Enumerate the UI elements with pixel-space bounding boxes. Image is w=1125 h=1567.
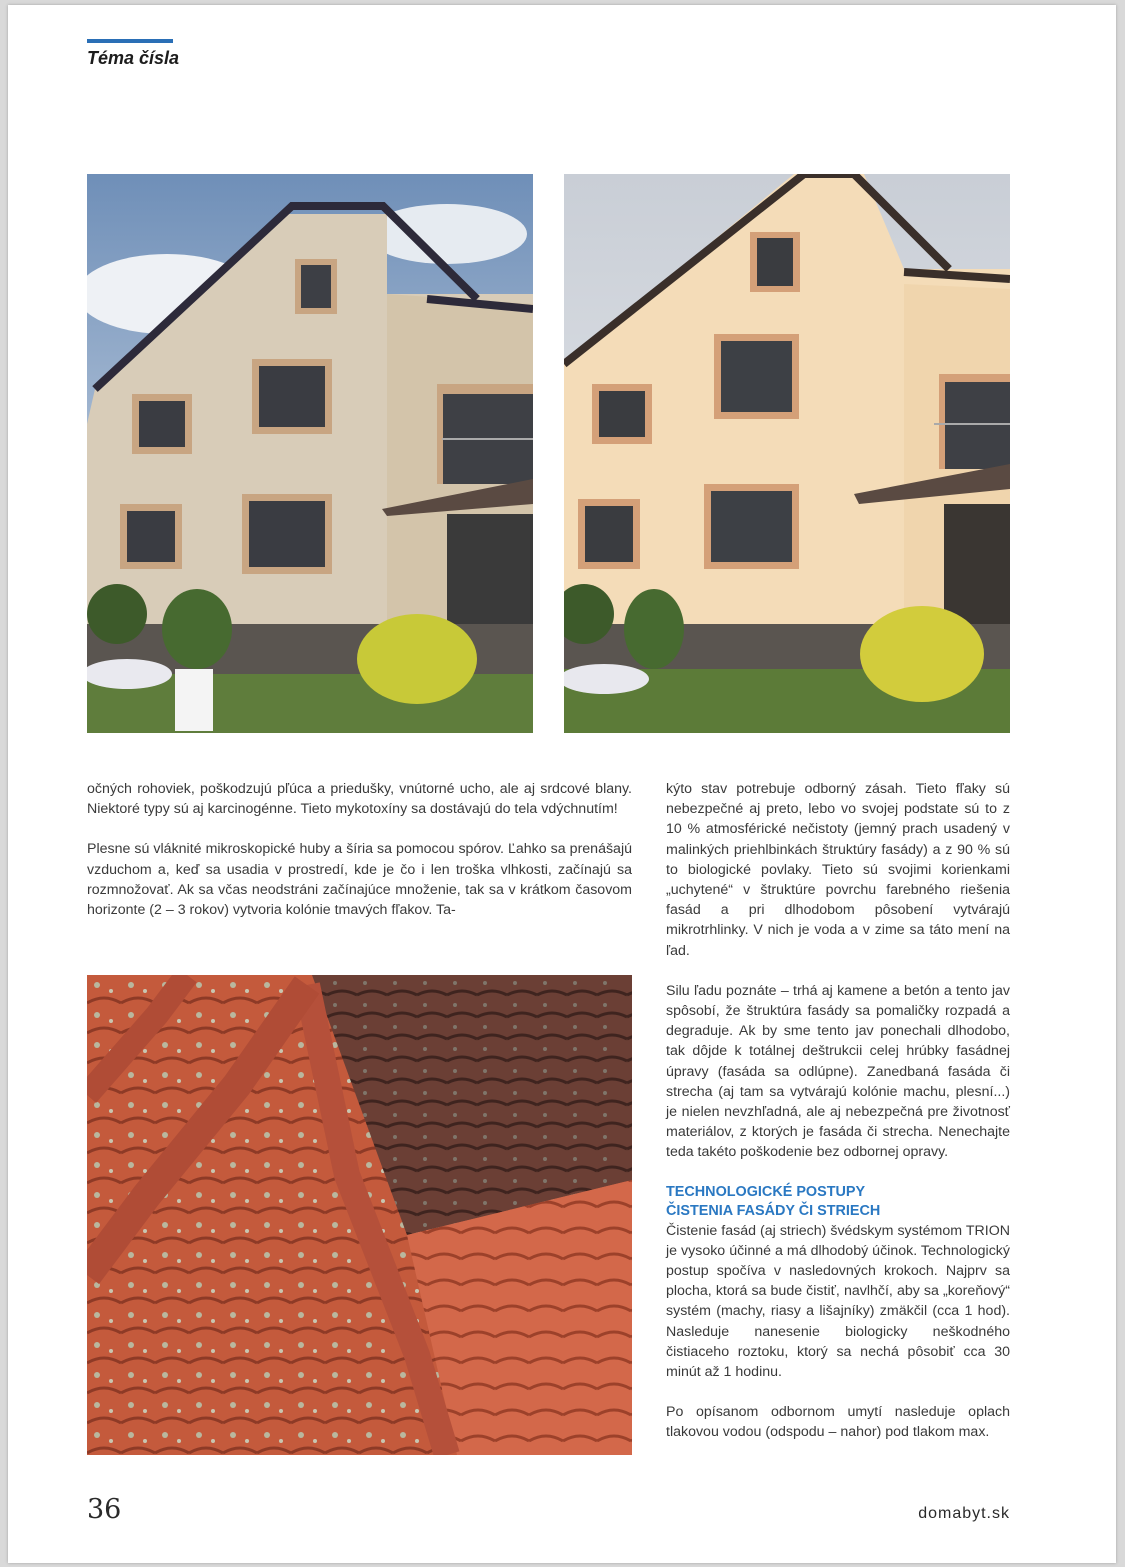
subheading-line2: ČISTENIA FASÁDY ČI STRIECH <box>666 1202 881 1219</box>
paragraph: Silu ľadu poznáte – trhá aj kamene a betón a tento jav spôsobí, že štruktúra fasády sa pomaličky rozpadá a degraduje. Ak by sme tento jav ponechali dlhodobo, tak dôjde k totálnej deštrukcii celej hrúbky fasádnej úpravy (fasáda sa odlúpne). Zanedbaná fasáda či strecha (aj tam sa vytvárajú kolónie machu, plesní...) je nielen nevzhľadná, ale aj nebezpečná pre životnosť materiálov, z ktorých je fasáda či strecha. Nenechajte teda takéto poškodenie bez odbornej opravy. <box>666 982 1010 1161</box>
section-title: Téma čísla <box>87 48 180 68</box>
paragraph: Plesne sú vláknité mikroskopické huby a šíria sa pomocou spórov. Ľahko sa prenášajú vzduchom a, keď sa usadia v prostredí, kde je čo i len troška vlhkosti, začínajú sa rozmnožovať. Ak sa včas neodstráni začínajúce množenie, tak sa v krátkom časovom horizonte (2 – 3 rokov) vytvoria kolónie tmavých fľakov. Ta- <box>87 841 632 919</box>
subheading-line1: TECHNOLOGICKÉ POSTUPY <box>666 1183 866 1200</box>
roof-tiles-photo <box>87 975 632 1455</box>
paragraph: kýto stav potrebuje odborný zásah. Tieto fľaky sú nebezpečné aj preto, lebo vo svojej podstate sú to z 10 % atmosférické nečistoty (jemný prach usadený v malinkých priehlbinkách štruktúry fasády) a z 90 % sú to biologické povlaky. Tieto sú svojimi korienkami „uchytené“ v štruktúre povrchu farebného riešenia fasád a pri dlhodobom pôsobení vytvárajú mikrotrhlinky. V nich je voda a v zime sa táto mení na ľad. <box>666 781 1010 959</box>
paragraph: Po opísanom odbornom umytí nasleduje oplach tlakovou vodou (odspodu – nahor) pod tlakom max. <box>666 1404 1010 1441</box>
site-link[interactable]: domabyt.sk <box>918 1505 1010 1522</box>
house-before-photo <box>87 174 533 733</box>
section-accent-bar <box>87 39 173 43</box>
right-text-column <box>666 779 1010 1463</box>
paragraph: Čistenie fasád (aj striech) švédskym systémom TRION je vysoko účinné a má dlhodobý účinok. Technologický postup spočíva v nasledovných krokoch. Najprv sa plocha, ktorá sa bude čistiť, navlhčí, aby sa „koreňový“ systém (machy, riasy a lišajníky) zmäkčil (cca 1 hod). Nasleduje nanesenie biologicky neškodného čistiaceho roztoku, ktorý sa nechá pôsobiť cca 30 minút až 1 hodinu. <box>666 1222 1010 1381</box>
house-after-photo <box>564 174 1010 733</box>
paragraph: očných rohoviek, poškodzujú pľúca a priedušky, vnútorné ucho, ale aj srdcové blany. Niektoré typy sú aj karcinogénne. Tieto mykotoxíny sa dostávajú do tela vdýchnutím! <box>87 781 632 818</box>
page-number: 36 <box>87 1494 122 1525</box>
left-text-column <box>87 779 632 940</box>
